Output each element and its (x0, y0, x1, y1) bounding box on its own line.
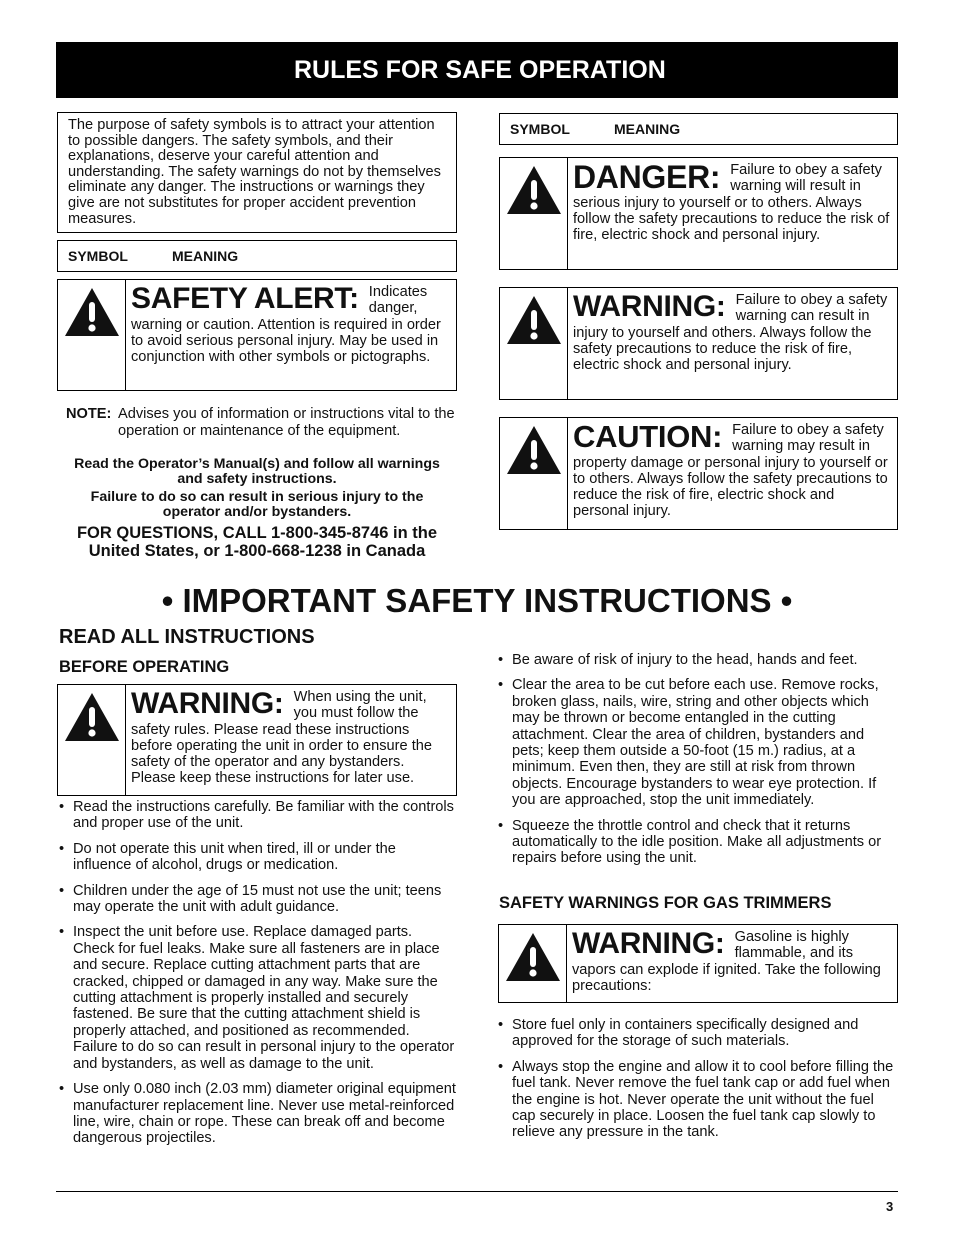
symbol-label-right: SYMBOL (510, 121, 570, 137)
list-item: • Use only 0.080 inch (2.03 mm) diameter original equipment manufacturer replacement line. Never use metal-reinforced line, wire, chain or rope. These can break off and become dangerous projectiles. (59, 1081, 457, 1147)
danger-box (499, 157, 898, 270)
warning-gas-icon-cell (499, 925, 567, 1002)
warning-triangle-icon (505, 294, 563, 346)
right-bullet-list (498, 652, 898, 876)
warning-triangle-icon (63, 691, 121, 743)
failure-text: Failure to do so can result in serious injury to the operator and/or bystanders. (90, 489, 424, 520)
note-block (66, 406, 456, 439)
read-manual-text: Read the Operator’s Manual(s) and follow all warnings and safety instructions. (74, 456, 440, 487)
warning-unit-text-cell (126, 685, 456, 795)
warning-gas-text: Gasoline is highly flammable, and its vapors can explode if ignited. Take the following precautions: (572, 929, 881, 994)
symbol-header-left (57, 240, 457, 272)
danger-heading: DANGER: (573, 159, 721, 195)
before-operating-heading: BEFORE OPERATING (59, 658, 230, 676)
warning-triangle-icon (505, 424, 563, 476)
warning-box (499, 287, 898, 400)
main-title: • IMPORTANT SAFETY INSTRUCTIONS • (161, 582, 793, 619)
danger-text-cell (568, 158, 897, 269)
warning-heading: WARNING: (573, 290, 726, 323)
note-label: NOTE: (66, 406, 112, 422)
list-item: • Read the instructions carefully. Be familiar with the controls and proper use of the unit. (59, 799, 457, 832)
warning-gas-text-cell (567, 925, 897, 1002)
gas-bullet-list (498, 1017, 898, 1150)
danger-text: Failure to obey a safety warning will result in serious injury to yourself or to others. Always follow the safety precautions to reduce the risk of fire, electric shock and personal injury. (573, 162, 890, 244)
questions-phone: FOR QUESTIONS, CALL 1-800-345-8746 in the United States, or 1-800-668-1238 in Canada (76, 524, 438, 560)
warning-icon-cell (500, 288, 568, 399)
safety-alert-box (57, 279, 457, 391)
list-item: • Be aware of risk of injury to the head, hands and feet. (498, 652, 898, 668)
caution-text-cell (568, 418, 897, 529)
safety-alert-text: Indicates danger, warning or caution. Attention is required in order to avoid serious personal injury. May be used in conjunction with other symbols or pictographs. (131, 284, 441, 366)
page-number: 3 (886, 1199, 894, 1214)
safety-alert-heading: SAFETY ALERT: (131, 282, 359, 315)
section-banner (56, 42, 898, 98)
gas-trimmers-heading: SAFETY WARNINGS FOR GAS TRIMMERS (499, 894, 832, 912)
warning-text: Failure to obey a safety warning can result in injury to yourself and others. Always follow the safety precautions to reduce the risk of fire, electric shock and personal injury. (573, 292, 888, 374)
read-all-heading: READ ALL INSTRUCTIONS (59, 626, 315, 648)
list-item: • Inspect the unit before use. Replace damaged parts. Check for fuel leaks. Make sure all fasteners are in place and secure. Replace cutting attachment parts that are cracked, chipped or damaged in any way. Make sure the cutting attachment is properly installed and securely fastened. Be sure that the cutting attachment shield is properly attached, and positioned as recommended. Failure to do so can result in personal injury to the operator and bystanders, as well as damage to the unit. (59, 924, 457, 1072)
list-item: • Do not operate this unit when tired, ill or under the influence of alcohol, drugs or medication. (59, 841, 457, 874)
meaning-label-right: MEANING (614, 121, 681, 137)
caution-box (499, 417, 898, 530)
warning-triangle-icon (504, 931, 562, 983)
caution-heading: CAUTION: (573, 419, 723, 454)
warning-unit-icon-cell (58, 685, 126, 795)
list-item: • Always stop the engine and allow it to cool before filling the fuel tank. Never remove the fuel tank cap or add fuel when the engine is hot. Never operate the unit without the fuel cap securely in place. Loosen the fuel tank cap slowly to relieve any pressure in the tank. (498, 1059, 898, 1141)
caution-text: Failure to obey a safety warning may result in property damage or personal injury to yourself or to others. Always follow the safety precautions to reduce the risk of fire, electric shock and personal injury. (573, 422, 888, 520)
note-text: Advises you of information or instructions vital to the operation or maintenance of the equipment. (118, 406, 455, 439)
list-item: • Squeeze the throttle control and check that it returns automatically to the idle position. Make all adjustments or repairs before using the unit. (498, 818, 898, 867)
warning-gas-box (498, 924, 898, 1003)
warning-unit-text: When using the unit, you must follow the safety rules. Please read these instructions before operating the unit in order to ensure the safety of the operator and any bystanders. Please keep these instructions for later use. (131, 689, 432, 787)
symbol-header-right (499, 113, 898, 145)
list-item: • Store fuel only in containers specifically designed and approved for the storage of such materials. (498, 1017, 898, 1050)
warning-triangle-icon (63, 286, 121, 338)
footer-rule (56, 1191, 898, 1192)
symbol-label: SYMBOL (68, 248, 128, 264)
list-item: • Clear the area to be cut before each use. Remove rocks, broken glass, nails, wire, string and other objects which may be thrown or become entangled in the cutting attachment. Clear the area of children, bystanders and pets; keep them outside a 50-foot (15 m.) radius, at a minimum. Even then, they are still at risk from thrown objects. Encourage bystanders to wear eye protection. If you are approached, stop the unit immediately. (498, 677, 898, 808)
warning-unit-heading: WARNING: (131, 687, 284, 720)
warning-text-cell (568, 288, 897, 399)
danger-icon-cell (500, 158, 568, 269)
warning-gas-heading: WARNING: (572, 927, 725, 960)
left-bullet-list (59, 799, 457, 1156)
intro-text: The purpose of safety symbols is to attract your attention to possible dangers. The safety symbols, and their explanations, deserve your careful attention and understanding. The safety warnings do not by themselves eliminate any danger. The instructions or warnings they give are not substitutes for proper accident prevention measures. (68, 117, 441, 227)
warning-unit-box (57, 684, 457, 796)
list-item: • Children under the age of 15 must not use the unit; teens may operate the unit with adult guidance. (59, 883, 457, 916)
safety-alert-icon-cell (58, 280, 126, 390)
caution-icon-cell (500, 418, 568, 529)
banner-title: RULES FOR SAFE OPERATION (294, 55, 666, 84)
intro-box (57, 112, 457, 233)
warning-triangle-icon (505, 164, 563, 216)
safety-alert-text-cell (126, 280, 456, 390)
meaning-label: MEANING (172, 248, 239, 264)
